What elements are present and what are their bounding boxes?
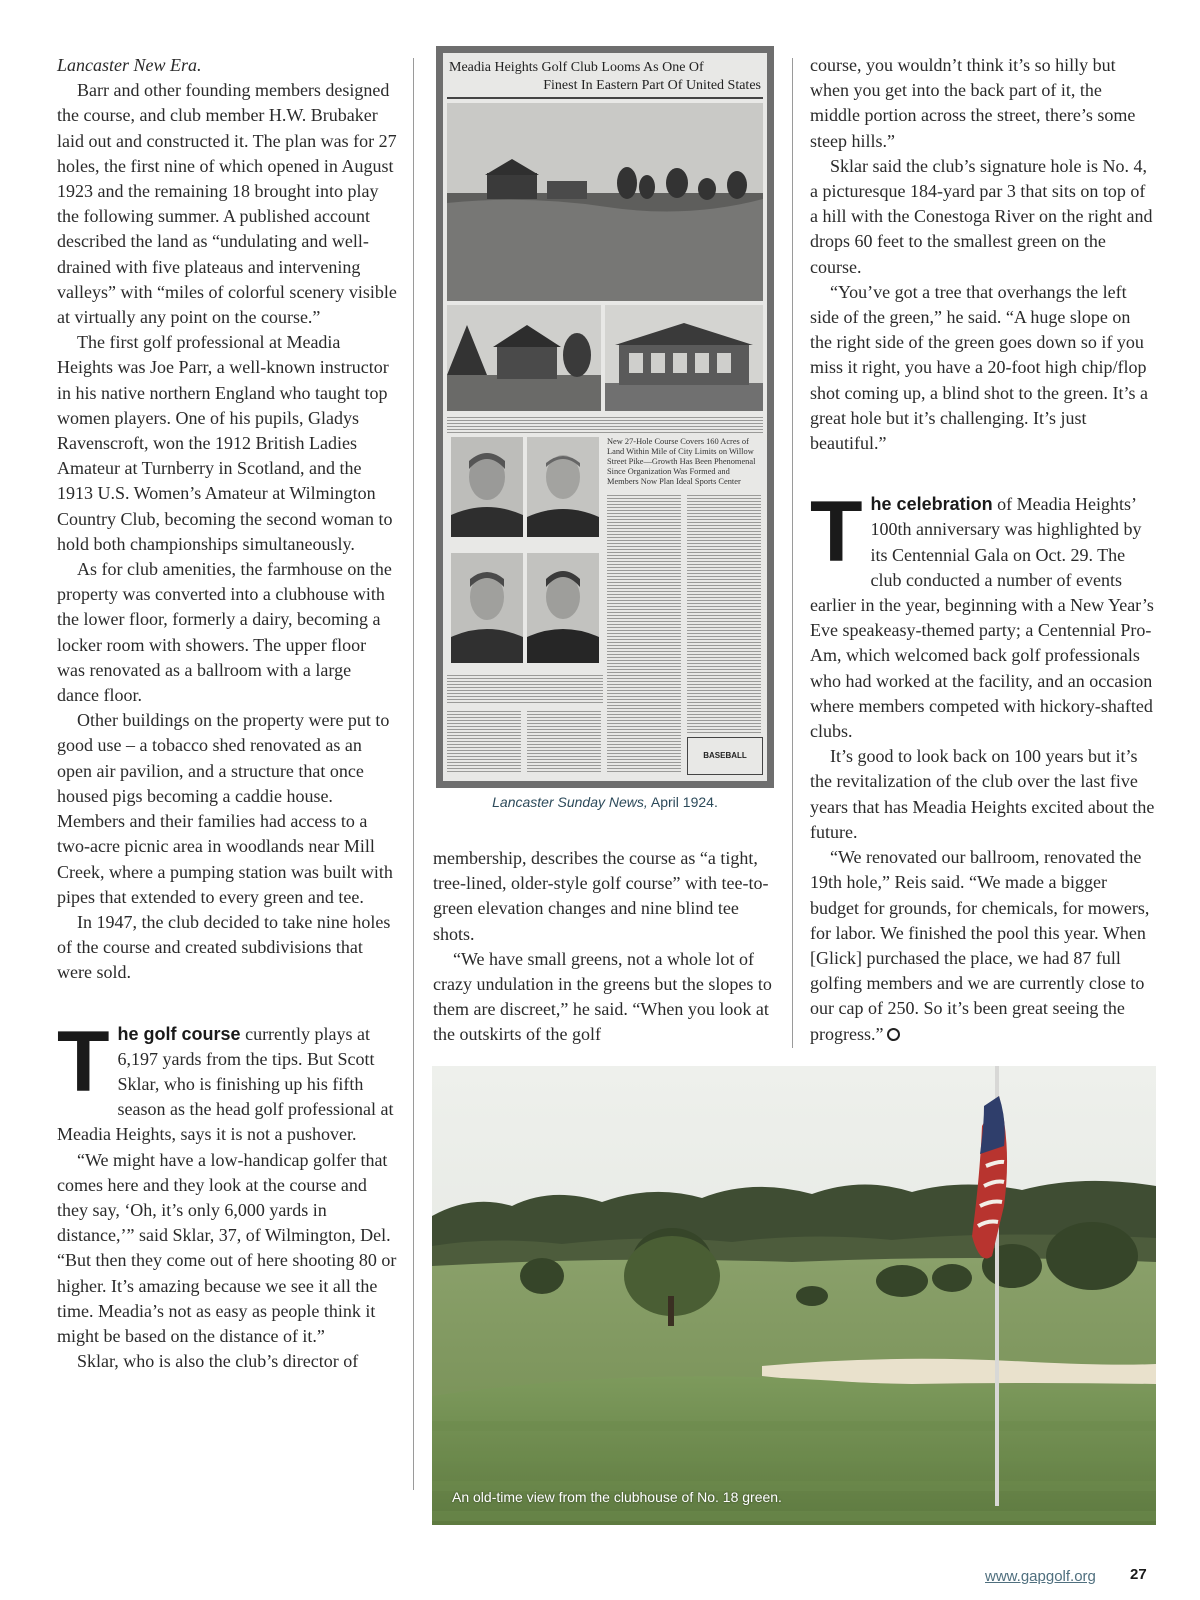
golf-green-photo	[432, 1066, 1156, 1525]
clipping-body-text	[527, 709, 601, 773]
paragraph: “We might have a low-handicap golfer that comes here and they look at the course and they say, ‘Oh, it’s only 6,000 yards in distance,’” said Sklar, 37, of Wilmington, Del. “But then they come out of here shooting 80 or higher. It’s amazing because we see it all the time. Meadia’s not as easy as people think it might be based on the distance of it.”	[57, 1149, 397, 1346]
clipping-caption: Lancaster Sunday News, April 1924.	[492, 794, 718, 810]
paragraph: course, you wouldn’t think it’s so hilly but when you get into the back part of it, the middle portion across the street, there’s some steep hills.”	[810, 55, 1136, 151]
section-lead-in: he celebration	[870, 494, 993, 515]
source-line: Lancaster New Era.	[57, 55, 202, 75]
paragraph: “We have small greens, not a whole lot of crazy undulation in the greens but the slopes to them are discreet,” he said. “When you look at the outskirts of the golf	[433, 948, 772, 1045]
section-golf-course-intro: The golf course currently plays at 6,197 yards from the tips. But Scott Sklar, who is finishing up his fifth season as the head golf professional at Meadia Heights, says it is not a pushover.	[57, 1013, 394, 1145]
section-celebration-intro: The celebration of Meadia Heights’ 100th anniversary was highlighted by its Centennial Gala on Oct. 29. The club conducted a number of events earlier in the year, beginning with a New Year’s Eve speakeasy-themed party; a Centennial Pro-Am, which welcomed back golf professionals who had worked at the facility, and an occasion where members competed with hickory-shafted clubs.	[810, 484, 1154, 742]
clipping-portrait-3	[451, 553, 523, 663]
newspaper-clipping	[436, 46, 774, 788]
clipping-landscape-photo	[447, 103, 763, 301]
clipping-farmhouse-photo	[447, 305, 601, 411]
article-column-1	[57, 53, 397, 1374]
article-column-2	[433, 846, 773, 1048]
drop-cap: T	[57, 1013, 110, 1110]
golf-green-illustration	[432, 1066, 1156, 1525]
end-of-story-icon	[887, 1028, 900, 1041]
paragraph: It’s good to look back on 100 years but it’s the revitalization of the club over the last five years that has Meadia Heights excited about the future.	[810, 746, 1155, 842]
paragraph: membership, describes the course as “a tight, tree-lined, older-style golf course” with tee-to-green elevation changes and nine blind tee shots.	[433, 848, 769, 944]
paragraph: In 1947, the club decided to take nine holes of the course and created subdivisions that were sold.	[57, 911, 391, 983]
paragraph: As for club amenities, the farmhouse on the property was converted into a clubhouse with the lower floor, formerly a dairy, becoming a locker room with showers. The upper floor was renovated as a ballroom with a large dance floor.	[57, 559, 392, 706]
clipping-body-text	[447, 709, 521, 773]
article-column-3	[810, 53, 1155, 1047]
website-link[interactable]: www.gapgolf.org	[985, 1568, 1096, 1585]
paragraph: Barr and other founding members designed the course, and club member H.W. Brubaker laid out and constructed it. The plan was for 27 holes, the first nine of which opened in August 1923 and the remaining 18 brought into play the following summer. A published account described the land as “undulating and well-drained with five plateaus and intervening valleys” with “miles of colorful scenery visible at virtually any point on the course.”	[57, 80, 397, 328]
column-rule-right	[792, 58, 793, 1048]
clipping-portrait-2	[527, 437, 599, 537]
clipping-portrait-1	[451, 437, 523, 537]
section-lead-in: he golf course	[117, 1023, 241, 1044]
clipping-baseball-box: BASEBALL	[687, 737, 763, 775]
clipping-body-text	[607, 493, 681, 773]
page-number: 27	[1130, 1566, 1147, 1583]
clipping-headline: Meadia Heights Golf Club Looms As One Of Finest In Eastern Part Of United States	[447, 57, 763, 99]
paragraph: Sklar, who is also the club’s director of	[77, 1351, 359, 1372]
drop-cap: T	[810, 484, 863, 581]
photo-caption: An old-time view from the clubhouse of No. 18 green.	[452, 1489, 782, 1505]
paragraph: The first golf professional at Meadia Heights was Joe Parr, a well-known instructor in his native northern England who taught top women players. One of his pupils, Gladys Ravenscroft, won the 1912 British Ladies Amateur at Turnberry in Scotland, and the 1913 U.S. Women’s Amateur at Wilmington Country Club, becoming the second woman to hold both championships simultaneously.	[57, 332, 393, 554]
paragraph: “We renovated our ballroom, renovated the 19th hole,” Reis said. “We made a bigger budget for grounds, for chemicals, for mowers, for labor. We finished the pool this year. When [Glick] purchased the place, we had 87 full golfing members and we are currently close to our cap of 250. So it’s been great seeing the progress.”	[810, 847, 1150, 1044]
clipping-body-text	[447, 673, 603, 703]
paragraph: “You’ve got a tree that overhangs the left side of the green,” he said. “A huge slope on the right side of the green goes down so if you miss it right, you have a 20-foot high chip/flop shot coming up, a blind shot to the green. It’s a great hole but it’s challenging. It’s just beautiful.”	[810, 281, 1148, 454]
paragraph: Other buildings on the property were put to good use – a tobacco shed renovated as an open air pavilion, and a structure that once housed pigs becoming a caddie house. Members and their families had access to a two-acre picnic area in woodlands near Mill Creek, where a pumping station was built with pipes that extended to every green and tee.	[57, 710, 393, 907]
paragraph: Sklar said the club’s signature hole is No. 4, a picturesque 184-yard par 3 that sits on top of a hill with the Conestoga River on the right and drops 60 feet to the smallest green on the course.	[810, 155, 1153, 277]
clipping-pavilion-photo	[605, 305, 763, 411]
clipping-body-text	[687, 493, 761, 733]
column-rule-left	[413, 58, 414, 1490]
clipping-subhead: New 27-Hole Course Covers 160 Acres of Land Within Mile of City Limits on Willow Street Pike—Growth Has Been Phenomenal Since Organization Was Formed and Members Now Plan Ideal Sports Center	[607, 437, 756, 486]
clipping-caption-text	[447, 415, 763, 433]
clipping-portrait-4	[527, 553, 599, 663]
